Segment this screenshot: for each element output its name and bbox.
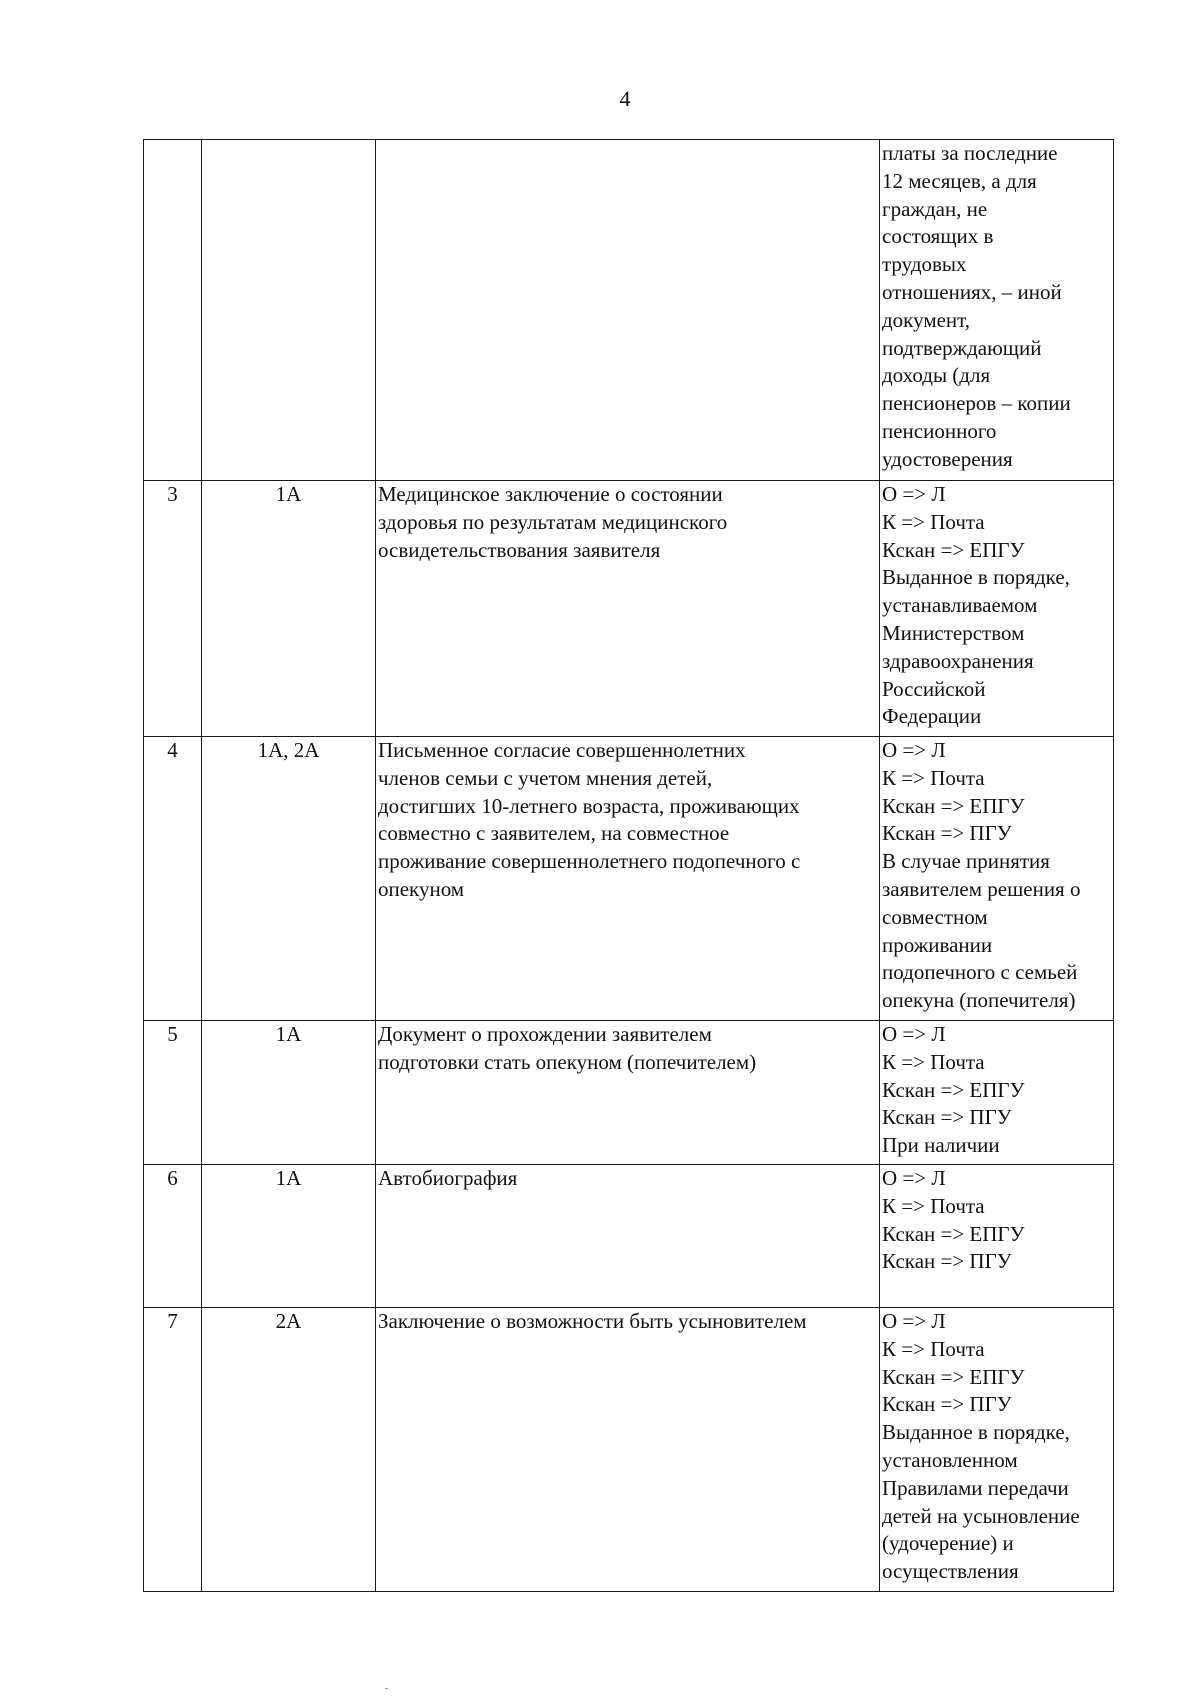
table-row [144,1021,1114,1165]
note-line: Выданное в порядке, [882,1420,1070,1445]
document-line: проживание совершеннолетнего подопечного с [378,849,801,874]
note-line: О => Л [882,738,946,762]
table-row [144,1308,1114,1592]
document-name-cell [376,140,880,481]
note-line: пенсионеров – копии [882,391,1071,416]
document-line: Автобиография [378,1166,518,1190]
note-line: здравоохранения [882,648,1034,673]
row-number-cell: 4 [144,737,202,1021]
document-line: Письменное согласие совершеннолетних [378,738,746,762]
table-row [144,140,1114,481]
category-code-cell: 1А [202,481,376,737]
document-line: достигших 10-летнего возраста, проживающих [378,793,800,818]
note-line: совместном [882,904,988,929]
page-number: 4 [619,86,631,111]
note-line: О => Л [882,1022,946,1046]
table-row [144,737,1114,1021]
document-line: здоровья по результатам медицинского [378,509,728,534]
submission-notes-cell [880,481,1114,737]
document-line: освидетельствования заявителя [378,537,661,562]
document-line: Заключение о возможности быть усыновителем [378,1309,807,1333]
note-line: установленном [882,1447,1018,1472]
note-line: подопечного с семьей [882,960,1078,985]
document-line: подготовки стать опекуном (попечителем) [378,1049,757,1074]
note-line: платы за последние [882,141,1058,165]
note-line: детей на усыновление [882,1503,1080,1528]
submission-notes-cell [880,140,1114,481]
table-row [144,481,1114,737]
note-line: Кскан => ЕПГУ [882,1364,1025,1389]
note-line: удостоверения [882,446,1013,471]
category-code-cell [202,140,376,481]
note-line: доходы (для [882,363,991,388]
note-line: осуществления [882,1559,1019,1584]
document-name-cell [376,1165,880,1308]
row-number-cell [144,140,202,481]
table-row [144,1165,1114,1308]
note-line: К => Почта [882,509,985,534]
note-line: опекуна (попечителя) [882,988,1076,1013]
note-line: Кскан => ЕПГУ [882,537,1025,562]
document-line: Документ о прохождении заявителем [378,1022,712,1046]
document-line: Медицинское заключение о состоянии [378,482,723,506]
note-line: Министерством [882,620,1025,645]
documents-table [143,139,1114,1592]
note-line: Российской [882,676,986,701]
note-line: О => Л [882,482,946,506]
row-number-cell: 3 [144,481,202,737]
note-line: граждан, не [882,196,988,221]
note-line: О => Л [882,1166,946,1190]
note-line: заявителем решения о [882,876,1081,901]
note-line: трудовых [882,252,967,277]
note-line: В случае принятия [882,849,1050,874]
note-line: подтверждающий [882,335,1042,360]
note-line: Кскан => ПГУ [882,821,1012,846]
note-line: Кскан => ЕПГУ [882,1221,1025,1246]
note-line: проживании [882,932,993,957]
note-line: устанавливаемом [882,593,1038,618]
note-line: состоящих в [882,224,994,249]
note-line: 12 месяцев, а для [882,168,1037,193]
scan-speck [385,1688,388,1689]
note-line: (удочерение) и [882,1531,1014,1556]
note-line: Кскан => ПГУ [882,1249,1012,1274]
category-code-cell: 1А, 2А [202,737,376,1021]
submission-notes-cell [880,1308,1114,1592]
note-line: К => Почта [882,1336,985,1361]
row-number-cell: 5 [144,1021,202,1165]
document-line: членов семьи с учетом мнения детей, [378,765,713,790]
document-line: совместно с заявителем, на совместное [378,821,730,846]
category-code-cell: 1А [202,1021,376,1165]
note-line: Кскан => ЕПГУ [882,793,1025,818]
note-line: При наличии [882,1133,1000,1158]
note-line: К => Почта [882,1193,985,1218]
row-number-cell: 7 [144,1308,202,1592]
note-line: пенсионного [882,418,997,443]
submission-notes-cell [880,1165,1114,1308]
note-line: Выданное в порядке, [882,565,1070,590]
document-name-cell [376,737,880,1021]
row-number-cell: 6 [144,1165,202,1308]
note-line: Кскан => ПГУ [882,1392,1012,1417]
note-line: О => Л [882,1309,946,1333]
note-line: документ, [882,307,971,332]
document-line: опекуном [378,876,465,901]
note-line: Правилами передачи [882,1475,1069,1500]
note-line: Федерации [882,704,982,729]
note-line: Кскан => ПГУ [882,1105,1012,1130]
category-code-cell: 1А [202,1165,376,1308]
document-name-cell [376,1021,880,1165]
submission-notes-cell [880,1021,1114,1165]
note-line: К => Почта [882,1049,985,1074]
submission-notes-cell [880,737,1114,1021]
note-line: Кскан => ЕПГУ [882,1077,1025,1102]
document-name-cell [376,1308,880,1592]
category-code-cell: 2А [202,1308,376,1592]
note-line: отношениях, – иной [882,279,1062,304]
note-line: К => Почта [882,765,985,790]
document-name-cell [376,481,880,737]
